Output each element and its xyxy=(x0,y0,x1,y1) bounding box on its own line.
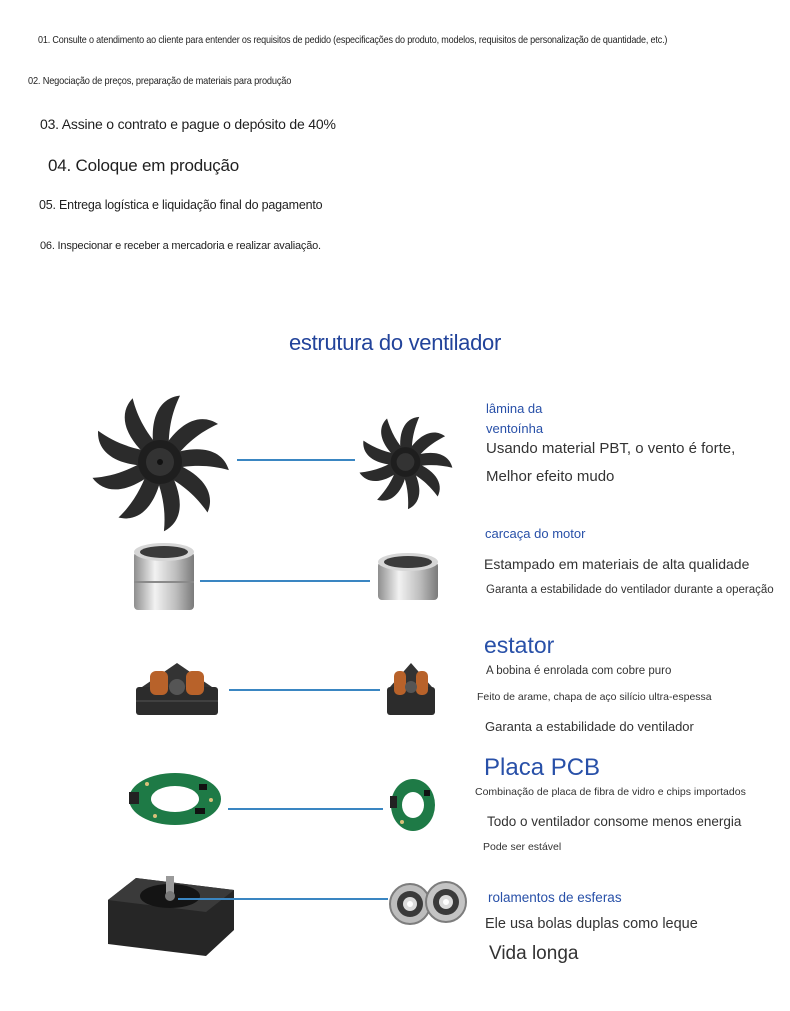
fan-frame-icon xyxy=(106,870,236,960)
stator-icon xyxy=(132,657,222,719)
ball-bearing-icon xyxy=(386,880,472,928)
pcb-board-icon xyxy=(125,770,225,828)
connector-line-pcb xyxy=(228,808,383,810)
component-label-blade-line2: ventoínha xyxy=(486,421,544,436)
connector-line-housing xyxy=(200,580,370,582)
component-desc-housing-1: Estampado em materiais de alta qualidade xyxy=(484,556,750,572)
component-label-stator: estator xyxy=(484,632,555,658)
connector-line-stator xyxy=(229,689,380,691)
fan-blade-icon xyxy=(358,418,453,506)
connector-line-bearing xyxy=(178,898,388,900)
component-desc-housing-2: Garanta a estabilidade do ventilador durante a operação xyxy=(486,584,774,596)
step-1: 01. Consulte o atendimento ao cliente para entender os requisitos de pedido (especificações do produto, modelos, requisitos de personalização de quantidade, etc.) xyxy=(38,34,668,46)
component-desc-bearing-2: Vida longa xyxy=(489,943,579,964)
step-5: 05. Entrega logística e liquidação final do pagamento xyxy=(39,198,323,212)
component-label-blade-line1: lâmina da xyxy=(486,401,543,416)
component-label-pcb: Placa PCB xyxy=(484,754,601,781)
component-label-housing: carcaça do motor xyxy=(485,526,586,541)
component-desc-pcb-1: Combinação de placa de fibra de vidro e chips importados xyxy=(475,786,746,798)
component-desc-stator-3: Garanta a estabilidade do ventilador xyxy=(485,719,694,734)
component-desc-blade-2: Melhor efeito mudo xyxy=(486,468,615,485)
motor-housing-icon xyxy=(376,552,440,604)
component-label-bearing: rolamentos de esferas xyxy=(488,890,622,905)
component-desc-pcb-2: Todo o ventilador consome menos energia xyxy=(487,814,742,829)
pcb-board-icon xyxy=(388,776,438,834)
component-desc-blade-1: Usando material PBT, o vento é forte, xyxy=(486,440,736,457)
step-4: 04. Coloque em produção xyxy=(48,156,240,175)
step-2: 02. Negociação de preços, preparação de materiais para produção xyxy=(28,75,292,87)
component-desc-bearing-1: Ele usa bolas duplas como leque xyxy=(485,916,698,932)
section-title: estrutura do ventilador xyxy=(288,330,501,355)
step-3: 03. Assine o contrato e pague o depósito de 40% xyxy=(40,116,336,132)
component-desc-pcb-3: Pode ser estável xyxy=(483,841,562,853)
component-desc-stator-2: Feito de arame, chapa de aço silício ultra-espessa xyxy=(477,691,712,703)
stator-icon xyxy=(384,657,438,719)
fan-blade-icon xyxy=(90,400,230,525)
motor-housing-icon xyxy=(132,542,196,614)
step-6: 06. Inspecionar e receber a mercadoria e realizar avaliação. xyxy=(40,240,321,252)
component-desc-stator-1: A bobina é enrolada com cobre puro xyxy=(486,665,672,677)
connector-line-blade xyxy=(237,459,355,461)
